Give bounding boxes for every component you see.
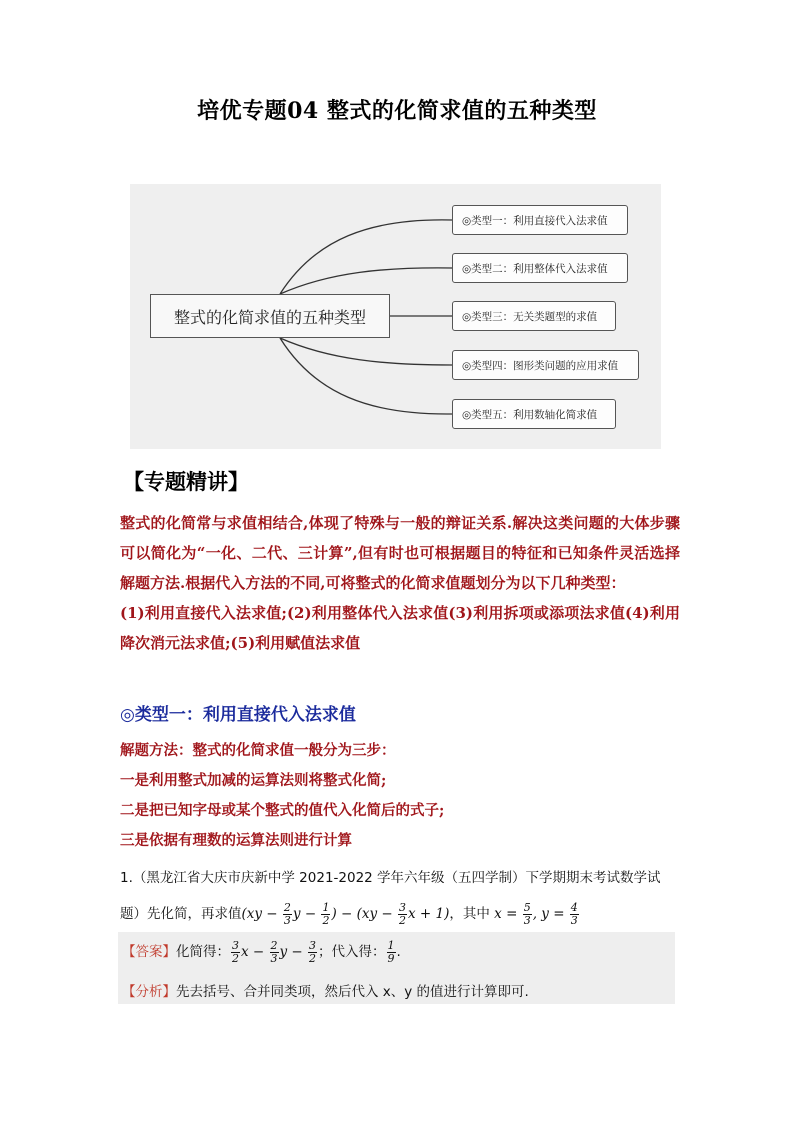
- intro-types-list: (1)利用直接代入法求值;(2)利用整体代入法求值(3)利用拆项或添项法求值(4)利用降次消元法求值;(5)利用赋值法求值: [120, 604, 680, 652]
- page-title: 培优专题04 整式的化简求值的五种类型: [197, 98, 597, 124]
- method-step-2: 二是把已知字母或某个整式的值代入化简后的式子;: [120, 802, 445, 819]
- mind-map-branch-1: ◎类型一：利用直接代入法求值: [452, 205, 628, 235]
- answer-tag: 【答案】: [122, 944, 176, 960]
- connector-5: [280, 338, 452, 414]
- mind-map-branch-4: ◎类型四：图形类问题的应用求值: [452, 350, 639, 380]
- mind-map-branch-5: ◎类型五：利用数轴化简求值: [452, 399, 616, 429]
- question-condition-label: ，其中: [449, 906, 490, 922]
- mind-map-branch-2: ◎类型二：利用整体代入法求值: [452, 253, 628, 283]
- section-heading: 【专题精讲】: [123, 469, 249, 494]
- connector-1: [280, 220, 452, 294]
- question-line-2: [120, 896, 680, 932]
- type-one-heading: ◎类型一：利用直接代入法求值: [120, 705, 356, 725]
- mind-map-branch-3: ◎类型三：无关类题型的求值: [452, 301, 616, 331]
- method-steps: [120, 736, 680, 856]
- mind-map-center-node: 整式的化简求值的五种类型: [150, 294, 390, 338]
- answer-value: $\frac{1}{9}$: [387, 939, 395, 965]
- answer-line: [122, 940, 401, 965]
- question-prefix: 题）先化简，再求值: [120, 906, 242, 922]
- connector-2: [280, 268, 452, 294]
- connector-4: [280, 338, 452, 365]
- question-expression: (xy − $\frac{2}{3}$ y − $\frac{1}{2}$ ) − (xy − $\frac{3}{2}$ x + 1): [241, 901, 450, 927]
- answer-end: .: [396, 944, 401, 960]
- method-line: 解题方法：整式的化简求值一般分为三步：: [120, 742, 396, 759]
- question-1: [120, 860, 680, 932]
- intro-text: [120, 508, 680, 658]
- question-line-1: 1.（黑龙江省大庆市庆新中学 2021-2022 学年六年级（五四学制）下学期期末考试数学试: [120, 870, 661, 886]
- method-step-3: 三是依据有理数的运算法则进行计算: [120, 832, 352, 849]
- answer-text-simplified: 化简得：: [176, 944, 230, 960]
- analysis-tag: 【分析】: [122, 984, 176, 1000]
- answer-simplified-expression: $\frac{3}{2}$ x − $\frac{2}{3}$ y − $\frac{3}{2}$: [232, 939, 317, 965]
- analysis-line: [122, 980, 529, 1000]
- method-step-1: 一是利用整式加减的运算法则将整式化简;: [120, 772, 387, 789]
- analysis-text: 先去括号、合并同类项，然后代入 x、y 的值进行计算即可.: [176, 984, 529, 1000]
- answer-text-substituted: ；代入得：: [318, 944, 386, 960]
- intro-paragraph: 整式的化简常与求值相结合,体现了特殊与一般的辩证关系.解决这类问题的大体步骤可以简化为“一化、二代、三计算”,但有时也可根据题目的特征和已知条件灵活选择解题方法.根据代入方法的不同,可将整式的化简求值题划分为以下几种类型：: [120, 514, 680, 592]
- question-condition: x = $\frac{5}{3}$ , y = $\frac{4}{3}$: [494, 901, 578, 927]
- mind-map: [130, 184, 661, 449]
